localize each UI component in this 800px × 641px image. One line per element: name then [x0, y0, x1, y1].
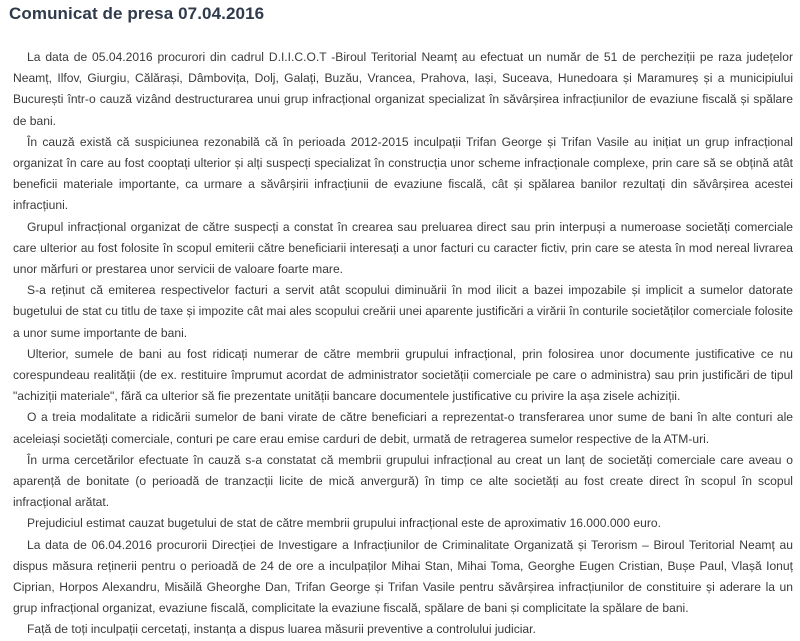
paragraph-8: Prejudiciul estimat cauzat bugetului de stat de către membrii grupului infracțional este de aproximativ 16.000.000 euro. — [27, 516, 661, 531]
paragraph-9: La data de 06.04.2016 procurorii Direcției de Investigare a Infracțiunilor de Criminalitate Organizată și Terorism – Biroul Teritorial Neamț au dispus măsura reținerii pentru o perioadă de 24 de ore a inculpaților Mihai Stan, Mihai Toma, Georghe Eugen Cristian, Bușe Paul, Vlașă Ionuț Ciprian, Horpos Alexandru, Misăilă Gheorghe Dan, Trifan George și Trifan Vasile pentru săvârșirea infracțiunilor de constituire și aderare la un grup infracțional organizat, evaziune fiscală, complicitate la evaziune fiscală, spălare de bani și complicitate la spălare de bani. — [13, 537, 793, 616]
paragraph-4: S-a reținut că emiterea respectivelor facturi a servit atât scopului diminuării în mod ilicit a bazei impozabile și implicit a sumelor datorate bugetului de stat cu titlu de taxe și impozite cât mai ales scopului creării unei aparente justificări a virării în conturile societăților comerciale folosite a unor sume importante de bani. — [13, 283, 793, 340]
paragraph-2: În cauză există că suspiciunea rezonabilă că în perioada 2012-2015 inculpații Trifan George și Trifan Vasile au inițiat un grup infracțional organizat în care au fost cooptați ulterior și alți suspecți specializat în construcția unor scheme infracționale complexe, prin care să se obțină atât beneficii materiale importante, ca urmare a săvârșirii infracțiunii de evaziune fiscală, cât și spălarea banilor rezultați din săvârșirea acestei infracțiuni. — [13, 134, 793, 213]
paragraph-1: La data de 05.04.2016 procurori din cadrul D.I.I.C.O.T -Biroul Teritorial Neamț au efectuat un număr de 51 de percheziții pe raza județelor Neamț, Ilfov, Giurgiu, Călărași, Dâmbovița, Dolj, Galați, Buzău, Vrancea, Prahova, Iași, Suceava, Hunedoara și Maramureș și a municipiului București într-o cauză vizând destructurarea unui grup infracțional organizat specializat în săvârșirea infracțiunilor de evaziune fiscală și spălare de bani. — [13, 50, 793, 128]
paragraph-6: O a treia modalitate a ridicării sumelor de bani virate de către beneficiari a reprezentat-o transferarea unor sume de bani în alte conturi ale aceleiași societăți comerciale, conturi pe care erau emise carduri de debit, urmată de retragerea sumelor respective de la ATM-uri. — [13, 410, 793, 446]
page-title: Comunicat de presa 07.04.2016 — [9, 4, 265, 23]
paragraph-10: Față de toți inculpații cercetați, instanța a dispus luarea măsurii preventive a controlului judiciar. — [27, 622, 536, 637]
paragraph-3: Grupul infracțional organizat de către suspecți a constat în crearea sau preluarea direct sau prin interpuși a numeroase societăți comerciale care ulterior au fost folosite în scopul emiterii către beneficiarii interesați a unor facturi cu caracter fictiv, prin care se atesta în mod nereal livrarea unor mărfuri or prestarea unor servicii de valoare foarte mare. — [13, 219, 793, 277]
paragraph-7: În urma cercetărilor efectuate în cauză s-a constatat că membrii grupului infracțional au creat un lanț de societăți comerciale care aveau o aparență de bonitate (o perioadă de tranzacții licite de mică anvergură) în timp ce alte societăți au fost create direct în scopul în scopul infracțional arătat. — [13, 452, 793, 510]
paragraph-5: Ulterior, sumele de bani au fost ridicați numerar de către membrii grupului infracțional, prin folosirea unor documente justificative ce nu corespundeau realității (de ex. restituire împrumut acordat de administrator societății comerciale pe care o administra) sau prin justificări de tipul "achiziții materiale", fără ca ulterior să fie prezentate unității bancare documentele justificative cu privire la așa zisele achiziții. — [13, 346, 793, 404]
article-body — [13, 47, 793, 641]
